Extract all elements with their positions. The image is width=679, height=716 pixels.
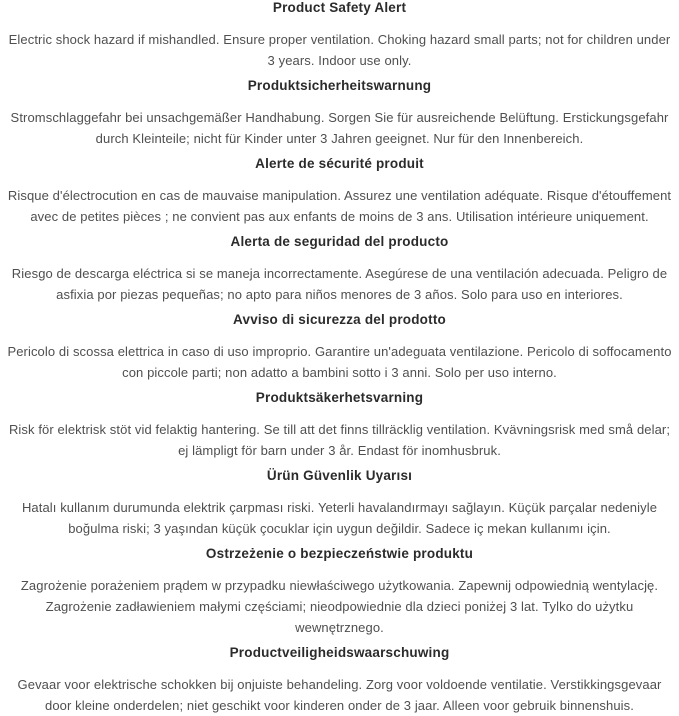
safety-section-turkish xyxy=(4,468,675,539)
section-heading: Ostrzeżenie o bezpieczeństwie produktu xyxy=(205,546,474,561)
safety-section-german xyxy=(4,78,675,149)
section-heading: Produktsicherheitswarnung xyxy=(247,78,432,93)
section-body: Electric shock hazard if mishandled. Ensure proper ventilation. Choking hazard small parts; not for children under 3 years. Indoor use only. xyxy=(8,32,671,68)
section-body: Riesgo de descarga eléctrica si se maneja incorrectamente. Asegúrese de una ventilación adecuada. Peligro de asfixia por piezas pequeñas; no apto para niños menores de 3 años. Solo para uso en interiores. xyxy=(11,266,668,302)
safety-section-spanish xyxy=(4,234,675,305)
section-body: Risk för elektrisk stöt vid felaktig hantering. Se till att det finns tillräcklig ventilation. Kvävningsrisk med små delar; ej lämpligt för barn under 3 år. Endast för inomhusbruk. xyxy=(8,422,671,458)
section-body: Hatalı kullanım durumunda elektrik çarpması riski. Yeterli havalandırmayı sağlayın. Küçük parçalar nedeniyle boğulma riski; 3 yaşından küçük çocuklar için uygun değildir. Sadece iç mekan kullanımı için. xyxy=(21,500,658,536)
section-body: Risque d'électrocution en cas de mauvaise manipulation. Assurez une ventilation adéquate. Risque d'étouffement avec de petites pièces ; ne convient pas aux enfants de moins de 3 ans. Utilisation intérieure uniquement. xyxy=(7,188,672,224)
section-heading: Ürün Güvenlik Uyarısı xyxy=(266,468,413,483)
safety-section-italian xyxy=(4,312,675,383)
section-body: Gevaar voor elektrische schokken bij onjuiste behandeling. Zorg voor voldoende ventilatie. Verstikkingsgevaar door kleine onderdelen; niet geschikt voor kinderen onder de 3 jaar. Alleen voor gebruik binnenshuis. xyxy=(17,677,662,713)
section-heading: Productveiligheidswaarschuwing xyxy=(229,645,450,660)
safety-section-french xyxy=(4,156,675,227)
section-body: Zagrożenie porażeniem prądem w przypadku niewłaściwego użytkowania. Zapewnij odpowiednią wentylację. Zagrożenie zadławieniem małymi częściami; nieodpowiednie dla dzieci poniżej 3 lat. Tylko do użytku wewnętrznego. xyxy=(20,578,659,635)
safety-section-polish xyxy=(4,546,675,638)
section-body: Pericolo di scossa elettrica in caso di uso improprio. Garantire un'adeguata ventilazione. Pericolo di soffocamento con piccole parti; non adatto a bambini sotto i 3 anni. Solo per uso interno. xyxy=(7,344,672,380)
section-heading: Avviso di sicurezza del prodotto xyxy=(233,312,446,327)
section-heading: Alerta de seguridad del producto xyxy=(230,234,449,249)
safety-section-english xyxy=(4,0,675,71)
safety-section-swedish xyxy=(4,390,675,461)
section-heading: Produktsäkerhetsvarning xyxy=(255,390,424,405)
section-heading: Product Safety Alert xyxy=(272,0,407,15)
section-heading: Alerte de sécurité produit xyxy=(255,156,424,171)
safety-section-dutch xyxy=(4,645,675,716)
section-body: Stromschlaggefahr bei unsachgemäßer Handhabung. Sorgen Sie für ausreichende Belüftung. Erstickungsgefahr durch Kleinteile; nicht für Kinder unter 3 Jahren geeignet. Nur für den Innenbereich. xyxy=(10,110,669,146)
